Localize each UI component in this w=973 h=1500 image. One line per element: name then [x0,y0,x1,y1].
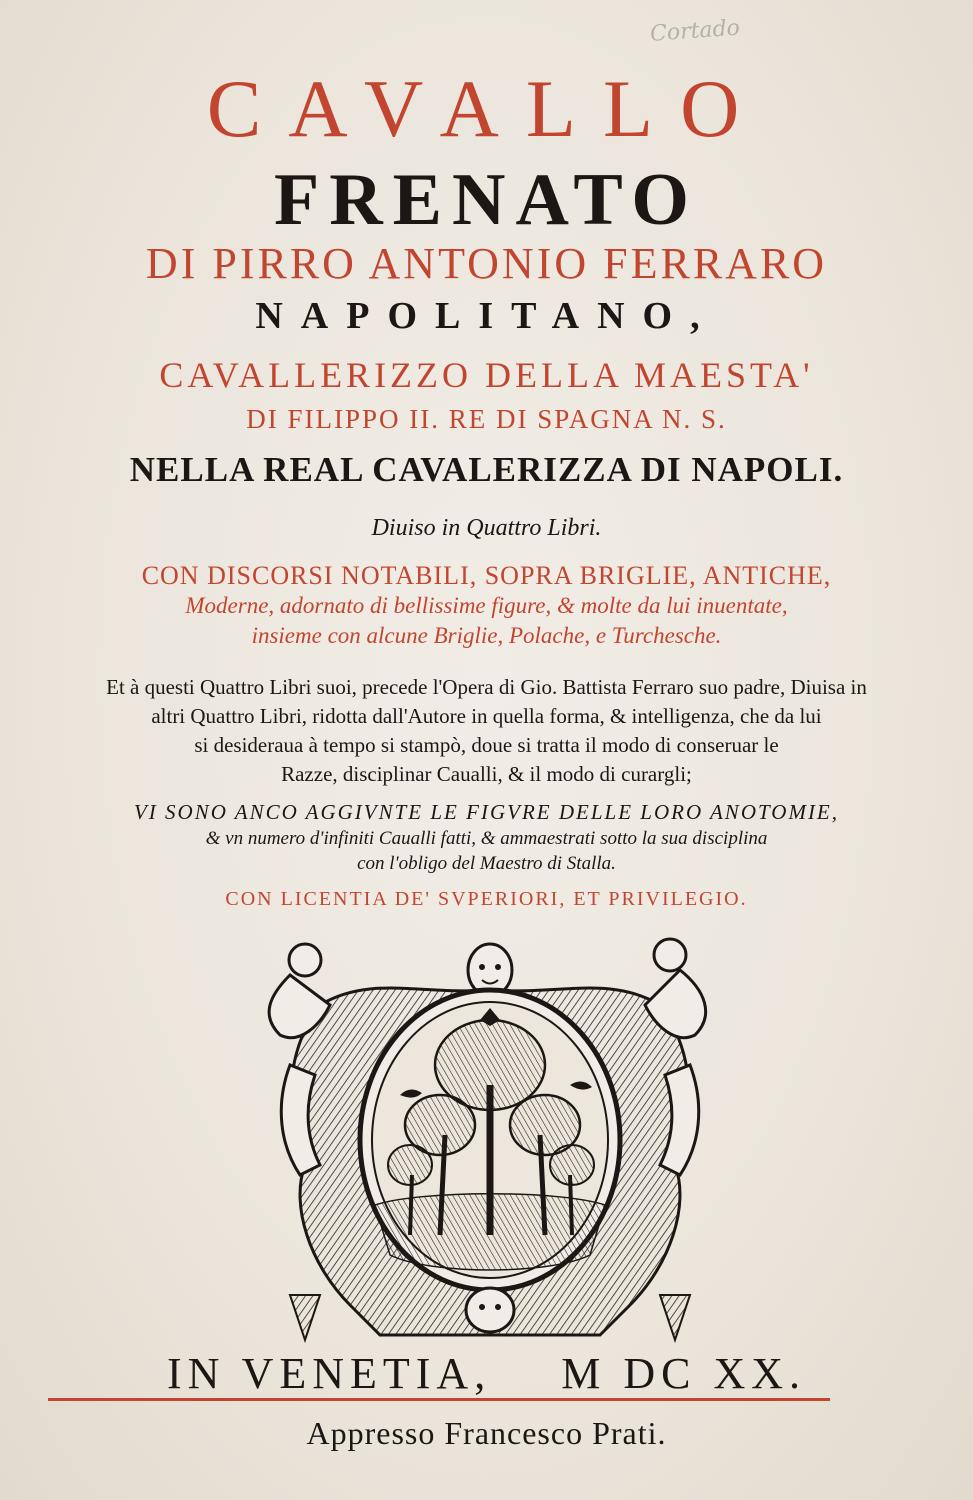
imprint-city: IN VENETIA, [166,1349,492,1398]
addenda-line-3: con l'obligo del Maestro di Stalla. [357,853,616,874]
addenda-line-2: & vn numero d'infiniti Caualli fatti, & ammaestrati sotto la sua disciplina [205,828,768,849]
imprint-year: M DC XX. [561,1349,807,1398]
discorsi-line-3: insieme con alcune Briglie, Polache, e Turchesche. [251,623,722,648]
author-line: DI PIRRO ANTONIO FERRARO [145,239,828,288]
discorsi-line-1: CON DISCORSI NOTABILI, SOPRA BRIGLIE, ANTICHE, [141,561,832,590]
mask-bottom-icon [466,1288,514,1332]
license-line: CON LICENTIA DE' SVPERIORI, ET PRIVILEGIO. [225,888,748,910]
imprint-line [0,1348,973,1399]
stable-line: NELLA REAL CAVALERIZZA DI NAPOLI. [129,450,844,489]
addenda-line-1: VI SONO ANCO AGGIVNTE LE FIGVRE DELLE LORO ANOTOMIE, [133,800,840,824]
division-line: Diuiso in Quattro Libri. [371,515,602,541]
pencil-annotation: Cortado [649,15,741,47]
king-line: DI FILIPPO II. RE DI SPAGNA N. S. [246,404,727,434]
publisher-line: Appresso Francesco Prati. [306,1415,667,1451]
preface-line-4: Razze, disciplinar Caualli, & il modo di curargli; [281,762,692,786]
title-line-cavallo: CAVALLO [206,63,767,154]
discorsi-line-2: Moderne, adornato di bellissime figure, & molte da lui inuentate, [185,593,788,618]
printers-device-woodcut [250,935,730,1355]
red-rule-divider [48,1398,830,1401]
office-line: CAVALLERIZZO DELLA MAESTA' [159,355,814,395]
preface-line-3: si desideraua à tempo si stampò, doue si tratta il modo di conseruar le [194,733,779,757]
preface-line-2: altri Quattro Libri, ridotta dall'Autore in quella forma, & intelligenza, che da lui [151,704,822,728]
preface-line-1: Et à questi Quattro Libri suoi, precede l'Opera di Gio. Battista Ferraro suo padre, Diuisa in [106,675,867,699]
title-line-frenato: FRENATO [274,159,699,241]
origin-line: NAPOLITANO, [255,295,718,337]
